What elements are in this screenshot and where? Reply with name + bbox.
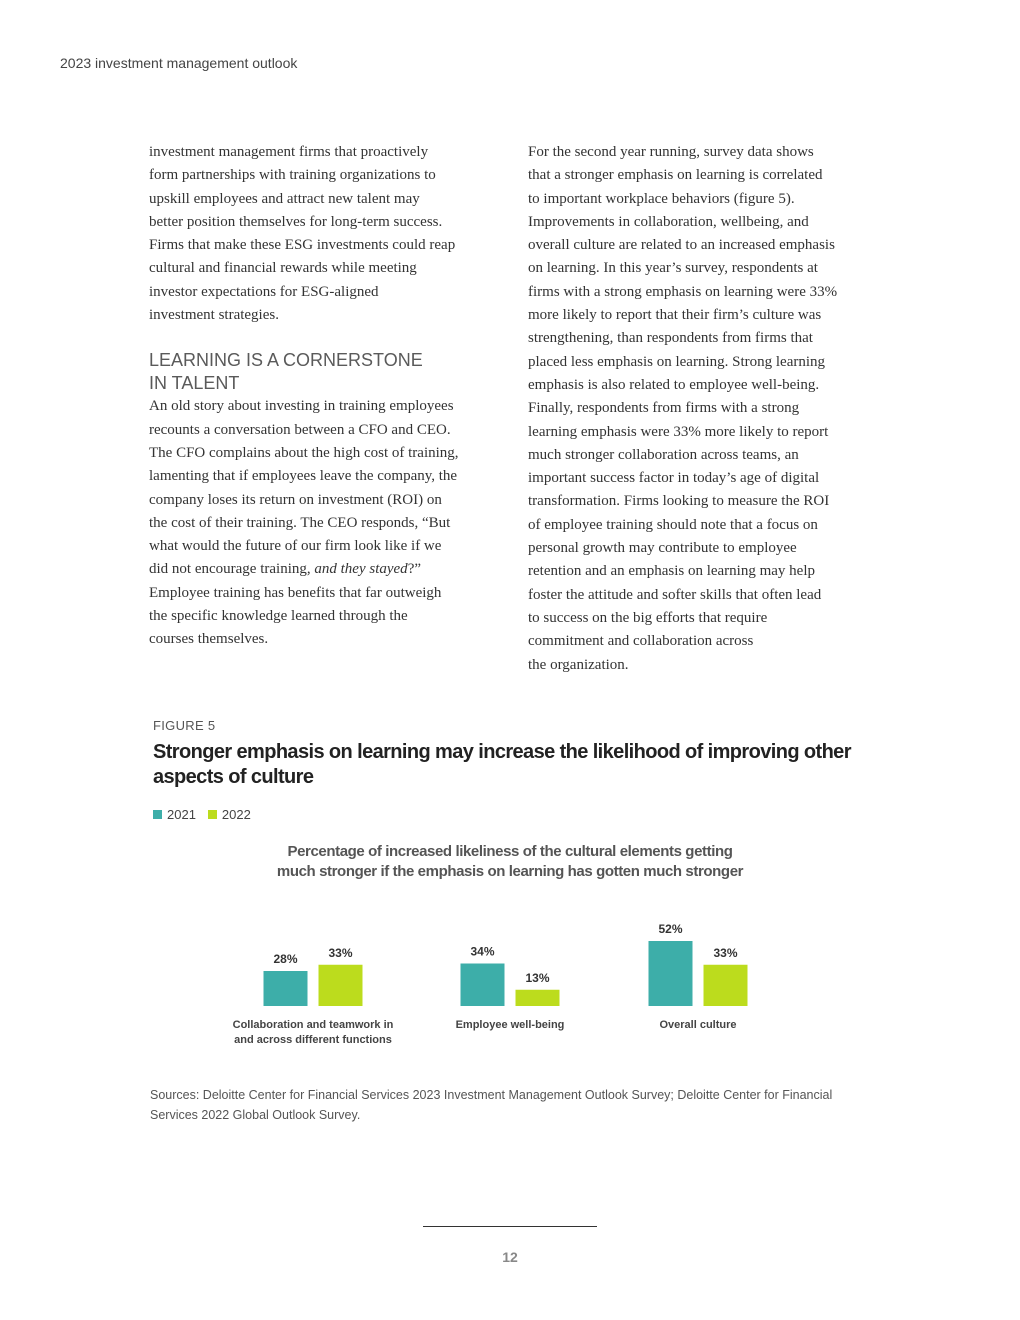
bar-overall-culture-2021 — [649, 941, 693, 1006]
footer-divider — [423, 1226, 597, 1227]
category-label-employee-well-being: Employee well-being — [455, 1019, 565, 1031]
page-number: 12 — [502, 1249, 518, 1265]
legend-label-2022: 2022 — [221, 807, 251, 822]
category-label-collaboration-and-teamwork-in: Collaboration and teamwork in and across different functions — [232, 1019, 394, 1046]
section-heading: LEARNING IS A CORNERSTONE IN TALENT — [149, 350, 423, 394]
data-label-collaboration-and-teamwork-in-2022: 33% — [328, 945, 353, 960]
story-text-end: ?” Employee training has benefits that far outweigh the specific knowledge learned through the courses themselves. — [149, 561, 442, 648]
bar-collaboration-and-teamwork-in-2022 — [319, 965, 363, 1006]
bar-collaboration-and-teamwork-in-2021 — [264, 971, 308, 1006]
chart-subtitle: Percentage of increased likeliness of the cultural elements getting much stronger if the emphasis on learning has gotten much stronger — [276, 843, 744, 880]
running-header: 2023 investment management outlook — [60, 55, 298, 71]
bar-employee-well-being-2022 — [516, 990, 560, 1006]
category-label-overall-culture: Overall culture — [659, 1019, 737, 1031]
learning-emphasis-paragraph: For the second year running, survey data shows that a stronger emphasis on learning is correlated to important workplace behaviors (figure 5). Improvements in collaboration, wellbeing, and overall culture are related to an increased emphasis on learning. In this year’s survey, respondents at firms with a strong emphasis on learning were 33% more likely to report that their firm’s culture was strengthening, than respondents from firms that placed less emphasis on learning. Strong learning emphasis is also related to employee well-being. Finally, respondents from firms with a strong learning emphasis were 33% more likely to report much stronger collaboration across teams, an important success factor in today’s age of digital transformation. Firms looking to measure the ROI of employee training should note that a focus on personal growth may contribute to employee retention and an emphasis on learning may help foster the attitude and softer skills that often lead to success on the big efforts that require commitment and collaboration across the organization. — [528, 144, 838, 673]
data-label-overall-culture-2021: 52% — [658, 922, 683, 936]
bar-employee-well-being-2021 — [461, 964, 505, 1007]
data-label-collaboration-and-teamwork-in-2021: 28% — [273, 952, 298, 966]
figure-label: FIGURE 5 — [153, 718, 216, 733]
bar-overall-culture-2022 — [704, 965, 748, 1006]
legend-label-2021: 2021 — [167, 807, 196, 822]
story-text-start: An old story about investing in training employees recounts a conversation between a CFO and CEO. The CFO complains about the high cost of training, lamenting that if employees leave the company, the company loses its return on investment (ROI) on the cost of their training. The CEO responds, “But what would the future of our firm look like if we did not encourage training, — [149, 398, 459, 578]
sources-note: Sources: Deloitte Center for Financial Services 2023 Investment Management Outlook Survey; Deloitte Center for Financial Services 2022 Global Outlook Survey. — [150, 1088, 833, 1122]
data-label-employee-well-being-2022: 13% — [525, 970, 550, 985]
story-italic-phrase: and they stayed — [314, 561, 408, 578]
data-label-employee-well-being-2021: 34% — [470, 944, 495, 959]
intro-paragraph: investment management firms that proactively form partnerships with training organizations to upskill employees and attract new talent may better position themselves for long-term success. Firms that make these ESG investments could reap cultural and financial rewards while meeting investor expectations for ESG-aligned investment strategies. — [149, 144, 456, 324]
figure-title: Stronger emphasis on learning may increase the likelihood of improving other aspects of culture — [153, 741, 851, 788]
data-label-overall-culture-2022: 33% — [713, 945, 738, 960]
